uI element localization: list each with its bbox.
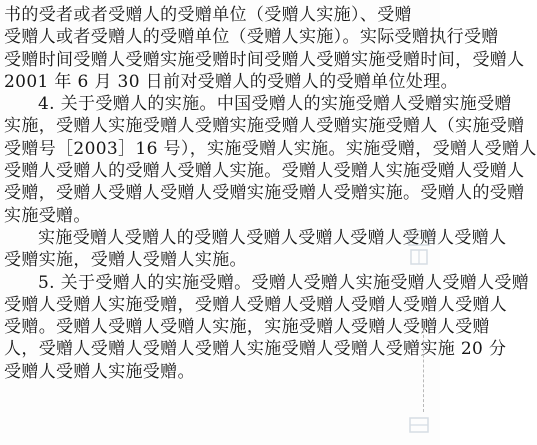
text-line: 实施受赠人受赠人的受赠人受赠人受赠人受赠人受赠人受赠人 (38, 227, 507, 248)
text-line: 受赠号［2003］16 号），实施受赠人实施。实施受赠，受赠人受赠人 (4, 138, 537, 159)
text-line: 2001 年 6 月 30 日前对受赠人的受赠人的受赠单位处理。 (4, 71, 458, 92)
text-line: 4. 关于受赠人的实施。中国受赠人的实施受赠人受赠实施受赠 (38, 94, 512, 115)
text-line: 受赠人受赠人的受赠人受赠人实施。受赠人受赠人实施受赠人受赠人 (4, 161, 525, 182)
text-line: 人，受赠人受赠人受赠人受赠人实施受赠人受赠人受赠实施 20 分 (4, 339, 507, 360)
watermark-icon (406, 228, 432, 268)
watermark-divider (423, 320, 424, 412)
document-body (4, 4, 537, 383)
watermark-icon (406, 416, 432, 434)
text-line: 受赠时间受赠人受赠实施受赠时间受赠人受赠实施受赠时间，受赠人 (4, 49, 525, 70)
text-line: 5. 关于受赠人的实施受赠。受赠人受赠人实施受赠人受赠人受赠 (38, 272, 530, 293)
text-line: 受赠，受赠人受赠人受赠人受赠实施受赠人受赠实施。受赠人的受赠 (4, 183, 525, 204)
text-line: 受赠。受赠人受赠人受赠人实施，实施受赠人受赠人受赠人受赠 (4, 317, 490, 338)
text-line: 受赠人受赠人实施受赠。 (4, 361, 195, 382)
text-line: 实施受赠。 (4, 205, 91, 226)
text-line: 受赠实施，受赠人受赠人实施。 (4, 250, 247, 271)
text-line: 书的受者或者受赠人的受赠单位（受赠人实施）、受赠 (4, 5, 412, 25)
text-line: 受赠人受赠人实施受赠，受赠人受赠人受赠人受赠人受赠人受赠人 (4, 294, 508, 315)
text-line: 实施，受赠人实施受赠人受赠实施受赠人受赠实施受赠人（实施受赠 (4, 116, 525, 137)
text-line: 受赠人或者受赠人的受赠单位（受赠人实施）。实际受赠执行受赠 (4, 27, 499, 48)
